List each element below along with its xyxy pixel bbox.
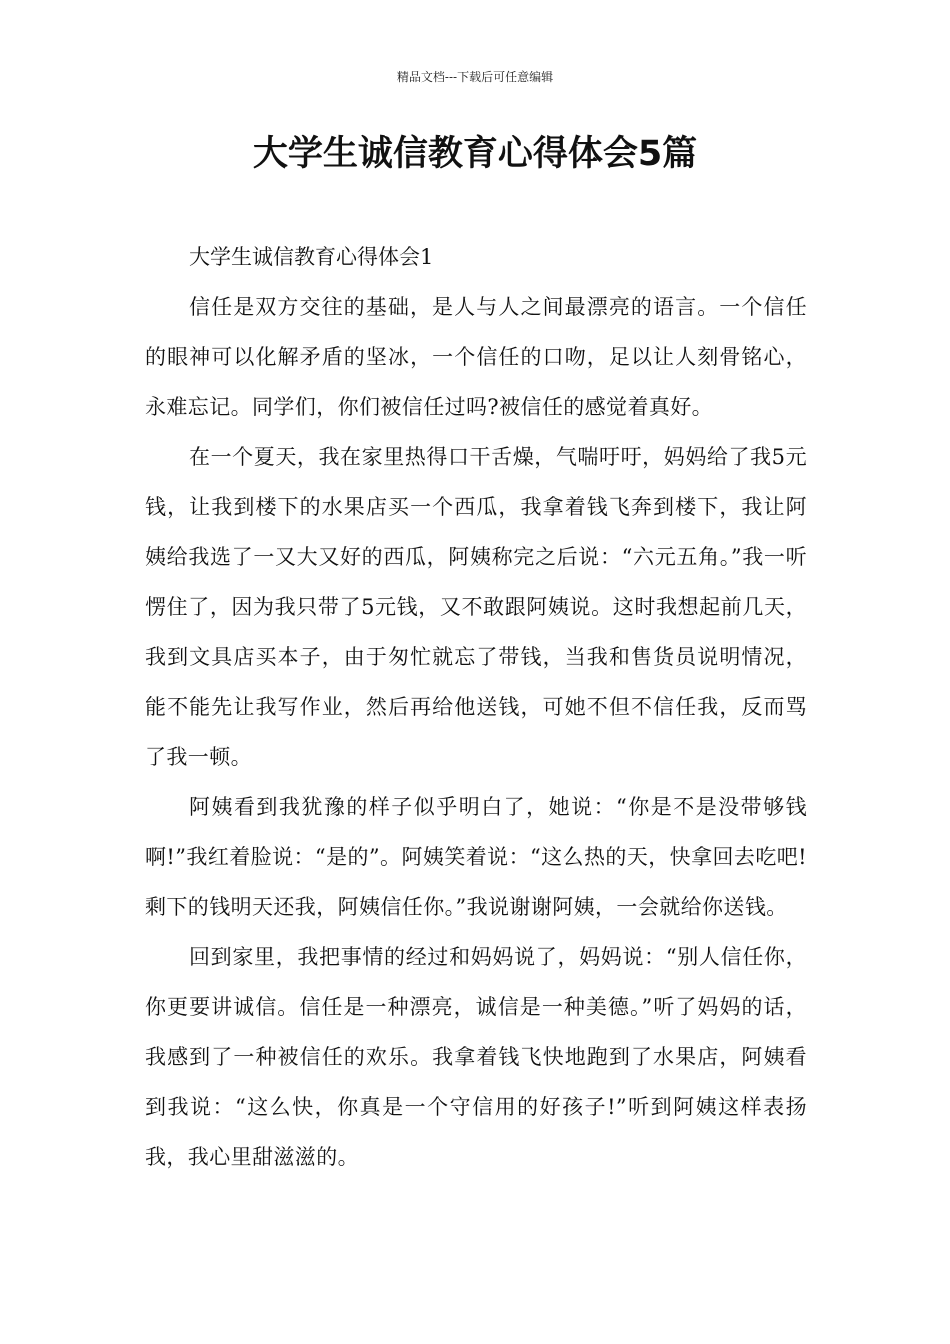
paragraph-2: 在一个夏天，我在家里热得口干舌燥，气喘吁吁，妈妈给了我5元钱，让我到楼下的水果店买一个西瓜，我拿着钱飞奔到楼下，我让阿姨给我选了一又大又好的西瓜，阿姨称完之后说：“六元五角。”我一听愣住了，因为我只带了5元钱，又不敢跟阿姨说。这时我想起前几天，我到文具店买本子，由于匆忙就忘了带钱，当我和售货员说明情况，能不能先让我写作业，然后再给他送钱，可她不但不信任我，反而骂了我一顿。: [145, 445, 807, 769]
paragraph-1: 信任是双方交往的基础，是人与人之间最漂亮的语言。一个信任的眼神可以化解矛盾的坚冰，一个信任的口吻，足以让人刻骨铭心，永难忘记。同学们，你们被信任过吗?被信任的感觉着真好。: [145, 295, 807, 419]
document-body: [145, 232, 807, 1182]
paragraph-3: 阿姨看到我犹豫的样子似乎明白了，她说：“你是不是没带够钱啊!”我红着脸说：“是的”。阿姨笑着说：“这么热的天，快拿回去吃吧!剩下的钱明天还我，阿姨信任你。”我说谢谢阿姨，一会就给你送钱。: [145, 795, 807, 919]
header-note: 精品文档---下载后可任意编辑: [396, 70, 554, 84]
document-title: 大学生诚信教育心得体会5篇: [252, 134, 698, 174]
paragraph-4: 回到家里，我把事情的经过和妈妈说了，妈妈说：“别人信任你，你更要讲诚信。信任是一种漂亮，诚信是一种美德。”听了妈妈的话，我感到了一种被信任的欢乐。我拿着钱飞快地跑到了水果店，阿姨看到我说：“这么快，你真是一个守信用的好孩子!”听到阿姨这样表扬我，我心里甜滋滋的。: [145, 945, 807, 1169]
section-heading: 大学生诚信教育心得体会1: [189, 245, 434, 269]
